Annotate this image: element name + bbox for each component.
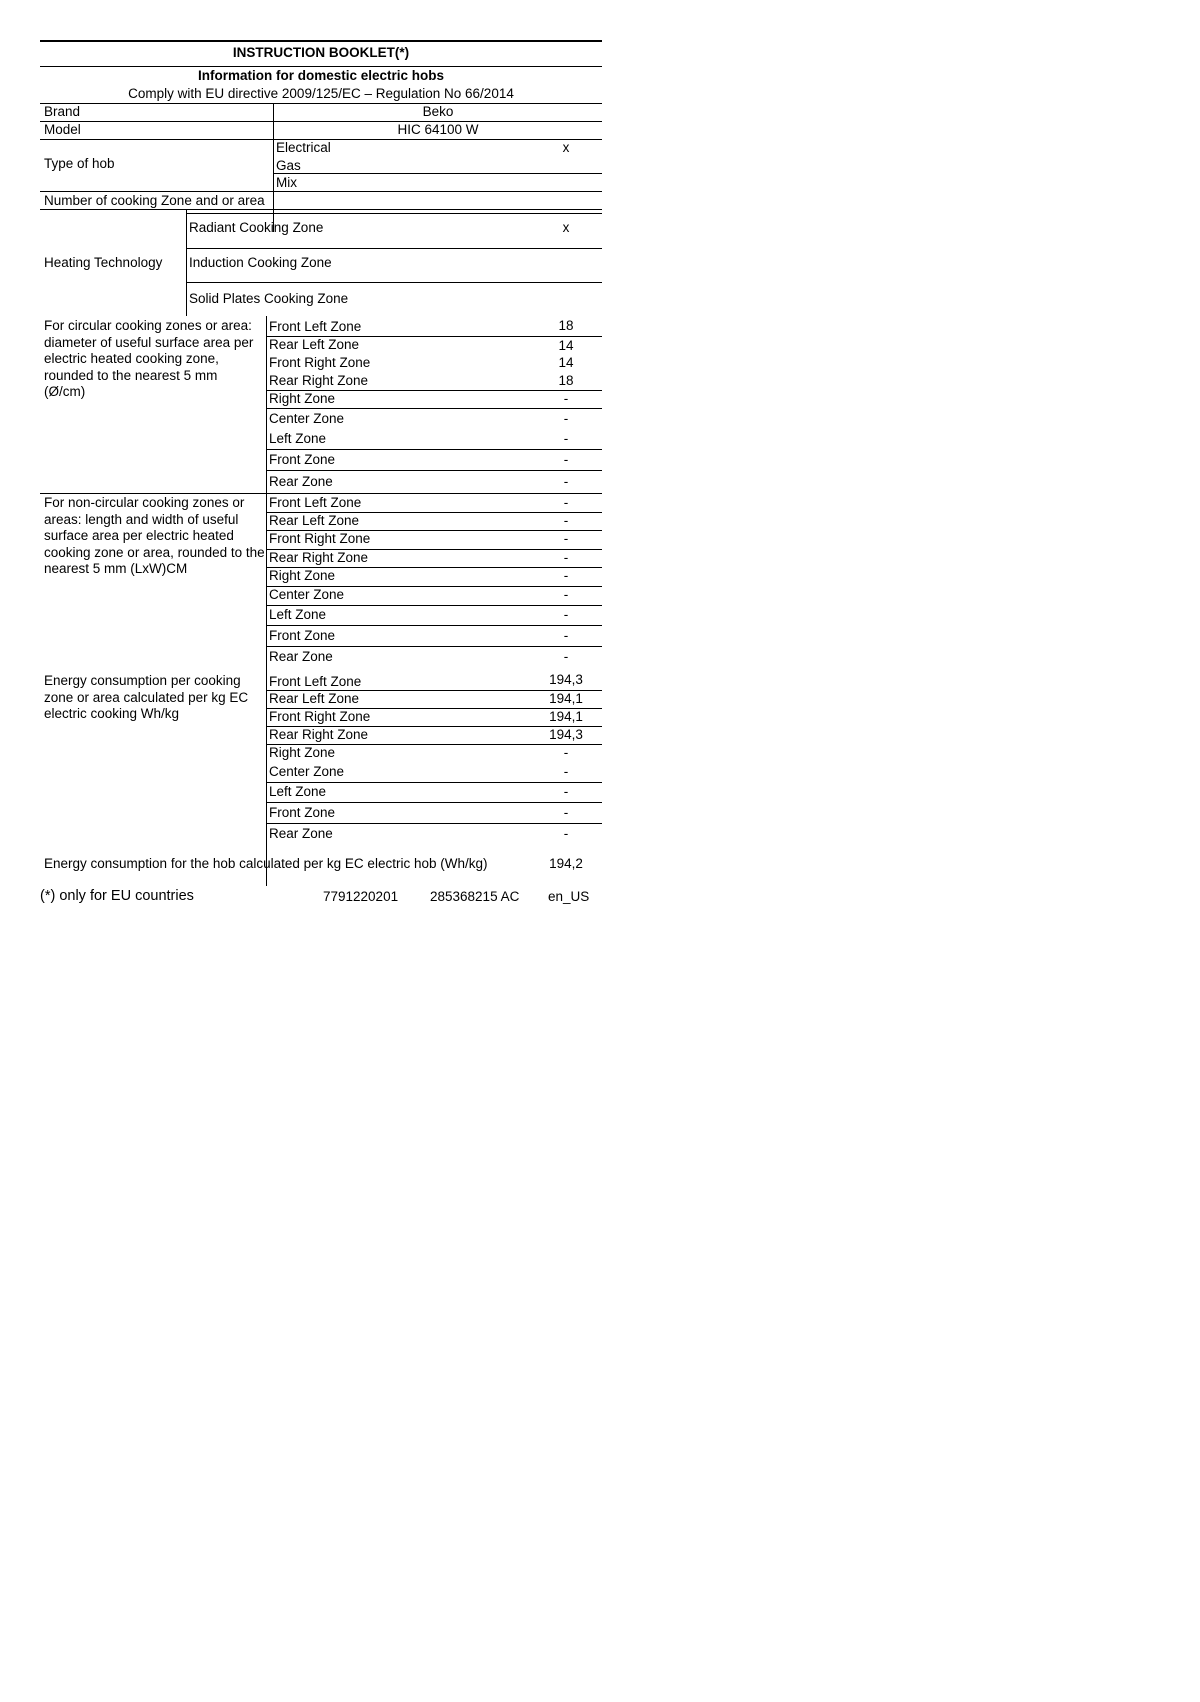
noncircular-zone-value: -: [563, 568, 569, 583]
top-rule: [40, 40, 602, 42]
rule: [186, 248, 602, 249]
noncircular-zone-value: -: [563, 513, 569, 528]
heating-induction: Induction Cooking Zone: [189, 255, 332, 270]
heating-technology-label: Heating Technology: [44, 255, 163, 270]
heating-solid-plates: Solid Plates Cooking Zone: [189, 291, 349, 306]
circular-zone-label: Left Zone: [269, 431, 327, 446]
energy-zone-value: -: [563, 805, 569, 820]
noncircular-zone-label: Right Zone: [269, 568, 336, 583]
energy-zone-value: -: [563, 764, 569, 779]
rule: [266, 782, 602, 783]
footer-note: (*) only for EU countries: [40, 888, 194, 904]
rule: [186, 282, 602, 283]
circular-zone-value: -: [563, 474, 569, 489]
circular-zone-value: -: [563, 452, 569, 467]
circular-zone-label: Front Zone: [269, 452, 336, 467]
noncircular-zone-label: Front Right Zone: [269, 531, 371, 546]
rule: [40, 209, 602, 210]
circular-zone-label: Rear Left Zone: [269, 337, 360, 352]
hob-type-electrical-mark: x: [562, 140, 570, 155]
noncircular-zone-value: -: [563, 550, 569, 565]
energy-hob-label: Energy consumption for the hob calculated per kg EC electric hob (Wh/kg): [44, 856, 488, 871]
energy-zone-label: Front Right Zone: [269, 709, 371, 724]
energy-zone-value: 194,1: [549, 691, 583, 706]
energy-zone-label: Center Zone: [269, 764, 345, 779]
rule: [266, 605, 602, 606]
footer-code: 7791220201: [323, 889, 399, 904]
noncircular-zone-label: Center Zone: [269, 587, 345, 602]
circular-zone-value: 14: [558, 338, 574, 353]
rule: [266, 449, 602, 450]
circular-description: For circular cooking zones or area: diameter of useful surface area per electric heated cooking zone, rounded to the nearest 5 mm (Ø/cm): [44, 318, 254, 399]
compliance-line: Comply with EU directive 2009/125/EC – Regulation No 66/2014: [128, 86, 514, 101]
noncircular-zone-value: -: [563, 607, 569, 622]
energy-zone-value: 194,1: [549, 709, 583, 724]
brand-label: Brand: [44, 104, 81, 119]
hob-type-electrical: Electrical: [276, 140, 331, 155]
rule: [273, 173, 602, 174]
heating-radiant-mark: x: [562, 220, 570, 235]
circular-zone-label: Front Right Zone: [269, 355, 371, 370]
noncircular-description: For non-circular cooking zones or areas: length and width of useful surface area per electric heated cooking zone or area, rounded to the nearest 5 mm (LxW)CM: [44, 495, 265, 576]
rule: [266, 823, 602, 824]
circular-zone-value: -: [563, 391, 569, 406]
rule: [266, 408, 602, 409]
rule: [266, 625, 602, 626]
energy-zone-label: Right Zone: [269, 745, 336, 760]
energy-zone-description: Energy consumption per cooking zone or area calculated per kg EC electric cooking Wh/kg: [44, 673, 249, 721]
circular-zone-value: 18: [558, 318, 574, 333]
circular-zone-label: Rear Right Zone: [269, 373, 369, 388]
circular-zone-label: Front Left Zone: [269, 319, 362, 334]
column-divider: [266, 316, 267, 886]
circular-zone-value: -: [563, 431, 569, 446]
noncircular-zone-value: -: [563, 587, 569, 602]
model-label: Model: [44, 122, 81, 137]
circular-zone-value: 14: [558, 355, 574, 370]
footer-code: 285368215 AC: [430, 889, 520, 904]
noncircular-zone-label: Front Left Zone: [269, 495, 362, 510]
circular-zone-value: -: [563, 411, 569, 426]
model-value: HIC 64100 W: [397, 122, 479, 137]
noncircular-zone-label: Rear Zone: [269, 649, 333, 664]
noncircular-zone-label: Rear Right Zone: [269, 550, 369, 565]
rule: [266, 470, 602, 471]
heating-radiant: Radiant Cooking Zone: [189, 220, 324, 235]
hob-type-mix: Mix: [276, 175, 297, 190]
noncircular-zone-value: -: [563, 628, 569, 643]
rule: [40, 66, 602, 67]
hob-type-label: Type of hob: [44, 156, 115, 171]
energy-zone-value: 194,3: [549, 727, 583, 742]
rule: [40, 191, 602, 192]
noncircular-zone-value: -: [563, 649, 569, 664]
noncircular-zone-label: Front Zone: [269, 628, 336, 643]
rule: [40, 493, 602, 494]
booklet-subtitle: Information for domestic electric hobs: [197, 68, 445, 83]
energy-zone-label: Rear Zone: [269, 826, 333, 841]
noncircular-zone-value: -: [563, 531, 569, 546]
energy-zone-label: Left Zone: [269, 784, 327, 799]
energy-zone-label: Front Zone: [269, 805, 336, 820]
noncircular-zone-label: Rear Left Zone: [269, 513, 360, 528]
circular-zone-label: Rear Zone: [269, 474, 333, 489]
zones-count-label: Number of cooking Zone and or area: [44, 193, 265, 208]
energy-zone-value: 194,3: [549, 672, 583, 687]
rule: [186, 213, 602, 214]
rule: [266, 646, 602, 647]
hob-type-gas: Gas: [276, 158, 301, 173]
noncircular-zone-label: Left Zone: [269, 607, 327, 622]
circular-zone-label: Right Zone: [269, 391, 336, 406]
booklet-title: INSTRUCTION BOOKLET(*): [232, 45, 410, 60]
circular-zone-label: Center Zone: [269, 411, 345, 426]
energy-zone-value: -: [563, 745, 569, 760]
brand-value: Beko: [422, 104, 454, 119]
energy-hob-value: 194,2: [549, 856, 583, 871]
energy-zone-label: Rear Right Zone: [269, 727, 369, 742]
energy-zone-value: -: [563, 784, 569, 799]
energy-zone-label: Front Left Zone: [269, 674, 362, 689]
circular-zone-value: 18: [558, 373, 574, 388]
column-divider: [186, 209, 187, 316]
rule: [266, 802, 602, 803]
energy-zone-value: -: [563, 826, 569, 841]
footer-locale: en_US: [548, 889, 590, 904]
noncircular-zone-value: -: [563, 495, 569, 510]
energy-zone-label: Rear Left Zone: [269, 691, 360, 706]
